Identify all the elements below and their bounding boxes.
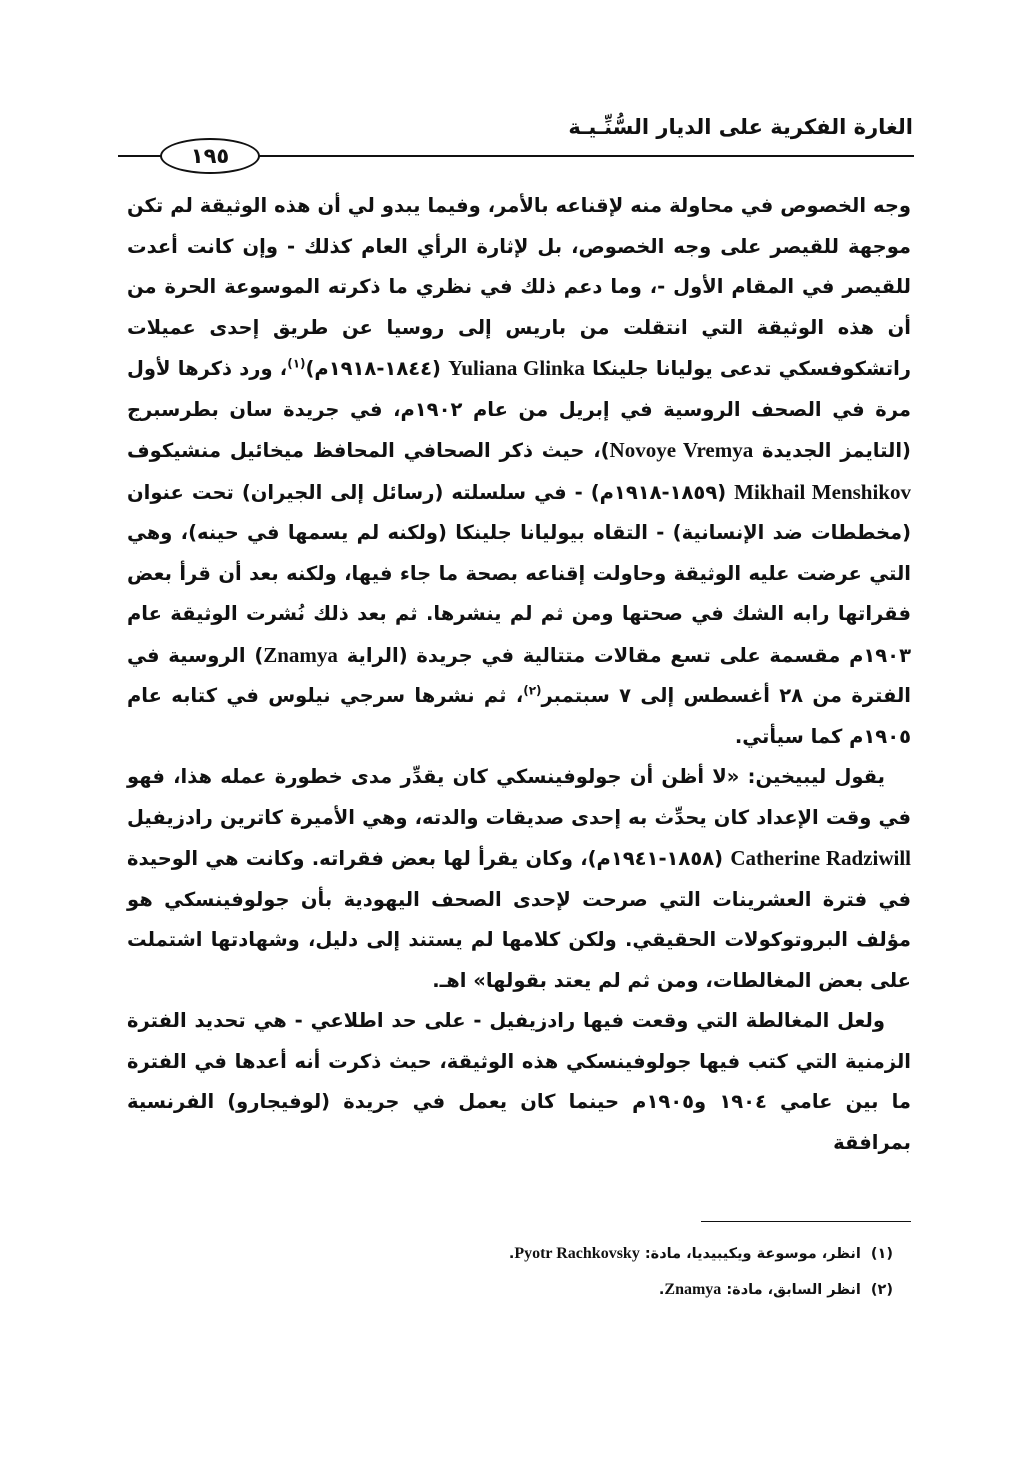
paragraph-2 — [127, 757, 911, 1001]
footnote-latin-term: Pyotr Rachkovsky — [514, 1245, 640, 1262]
latin-term-mikhail-menshikov: Mikhail Menshikov — [734, 479, 911, 504]
p1-text-f: ) الروسية في الفترة من ٢٨ أغسطس إلى ٧ سبتمبر — [127, 643, 911, 707]
p2-text-b: (١٨٥٨-١٩٤١م)، وكان يقرأ لها بعض فقراته. وكانت هي الوحيدة في فترة العشرينات التي صرحت لإحدى الصحف اليهودية بأن جولوفينسكي هو مؤلف البروتوكولات الحقيقي. ولكن كلامها لم يستند إلى دليل، وشهادتها اشتملت على بعض المغالطات، ومن ثم لم يعتد بقولها» اهـ. — [127, 847, 911, 992]
footnote-latin-term: Znamya — [664, 1281, 722, 1298]
p1-text-a: وجه الخصوص في محاولة منه لإقناعه بالأمر، وفيما يبدو لي أن هذه الوثيقة لم تكن موجهة للقيصر على وجه الخصوص، بل لإثارة الرأي العام كذلك - وإن كانت أعدت للقيصر في المقام الأول -، وما دعم ذلك في نظري ما ذكرته الموسوعة الحرة من أن هذه الوثيقة التي انتقلت من باريس إلى روسيا عن طريق إحدى عميلات راتشكوفسكي تدعى يوليانا جلينكا — [127, 194, 911, 380]
footnote-text: انظر السابق، مادة: — [721, 1282, 861, 1298]
footnote-number: (١) — [870, 1246, 893, 1262]
footnote-end: . — [658, 1282, 665, 1298]
p3-text-a: ولعل المغالطة التي وقعت فيها رادزيفيل - على حد اطلاعي - هي تحديد الفترة الزمنية التي كتب فيها جولوفينسكي هذه الوثيقة، حيث ذكرت أنه أعدها في الفترة ما بين عامي ١٩٠٤ و١٩٠٥م حينما كان يعمل في جريدة (لوفيجارو) الفرنسية بمرافقة — [127, 1009, 911, 1154]
footnote-end: . — [508, 1246, 515, 1262]
latin-term-yuliana-glinka: Yuliana Glinka — [448, 356, 585, 380]
latin-term-znamya: Znamya — [263, 642, 338, 667]
footnotes — [127, 1236, 893, 1308]
p1-text-c: ، ورد ذكرها لأول مرة في الصحف الروسية في إبريل من عام ١٩٠٢م، في جريدة سان بطرسبرج (التايمز الجديدة — [127, 357, 912, 462]
footnote-ref-1: (١) — [287, 356, 306, 371]
p2-text-a: يقول ليبيخين: «لا أظن أن جولوفينسكي كان يقدِّر مدى خطورة عمله هذا، فهو في وقت الإعداد كان يحدِّث به إحدى صديقات والدته، وهي الأميرة كاترين رادزيفيل — [127, 765, 911, 829]
p1-text-g: ، ثم نشرها سرجي نيلوس في كتابه عام ١٩٠٥م كما سيأتي. — [127, 684, 911, 748]
p1-text-b: (١٨٤٤-١٩١٨م) — [305, 357, 449, 380]
paragraph-1 — [127, 186, 911, 757]
running-title: الغارة الفكرية على الديار السُّنِّـيـة — [568, 115, 913, 139]
p1-text-d: )، حيث ذكر الصحافي المحافظ ميخائيل منشيكوف — [127, 439, 610, 462]
latin-term-catherine-radziwill: Catherine Radziwill — [730, 846, 912, 870]
footnote-text: انظر، موسوعة ويكيبيديا، مادة: — [639, 1246, 861, 1262]
footnote-2 — [127, 1272, 893, 1308]
body-text — [127, 186, 911, 1163]
footnote-ref-2: (٢) — [523, 683, 542, 698]
latin-term-novoye-vremya: Novoye Vremya — [609, 438, 754, 462]
footnote-number: (٢) — [870, 1282, 893, 1298]
footnote-rule — [701, 1221, 911, 1222]
paragraph-3 — [127, 1001, 911, 1163]
p1-text-e: (١٨٥٩-١٩١٨م) - في سلسلته (رسائل إلى الجيران) تحت عنوان (مخططات ضد الإنسانية) - التقاه بيوليانا جلينكا (ولكنه لم يسمها في حينه)، وهي التي عرضت عليه الوثيقة وحاولت إقناعه بصحة ما جاء فيها، ولكنه بعد أن قرأ بعض فقراتها رابه الشك في صحتها ومن ثم لم ينشرها. ثم بعد ذلك نُشرت الوثيقة عام ١٩٠٣م مقسمة على تسع مقالات متتالية في جريدة (الراية — [127, 480, 911, 667]
footnote-1 — [127, 1236, 893, 1272]
page-number-badge: ١٩٥ — [160, 138, 260, 174]
